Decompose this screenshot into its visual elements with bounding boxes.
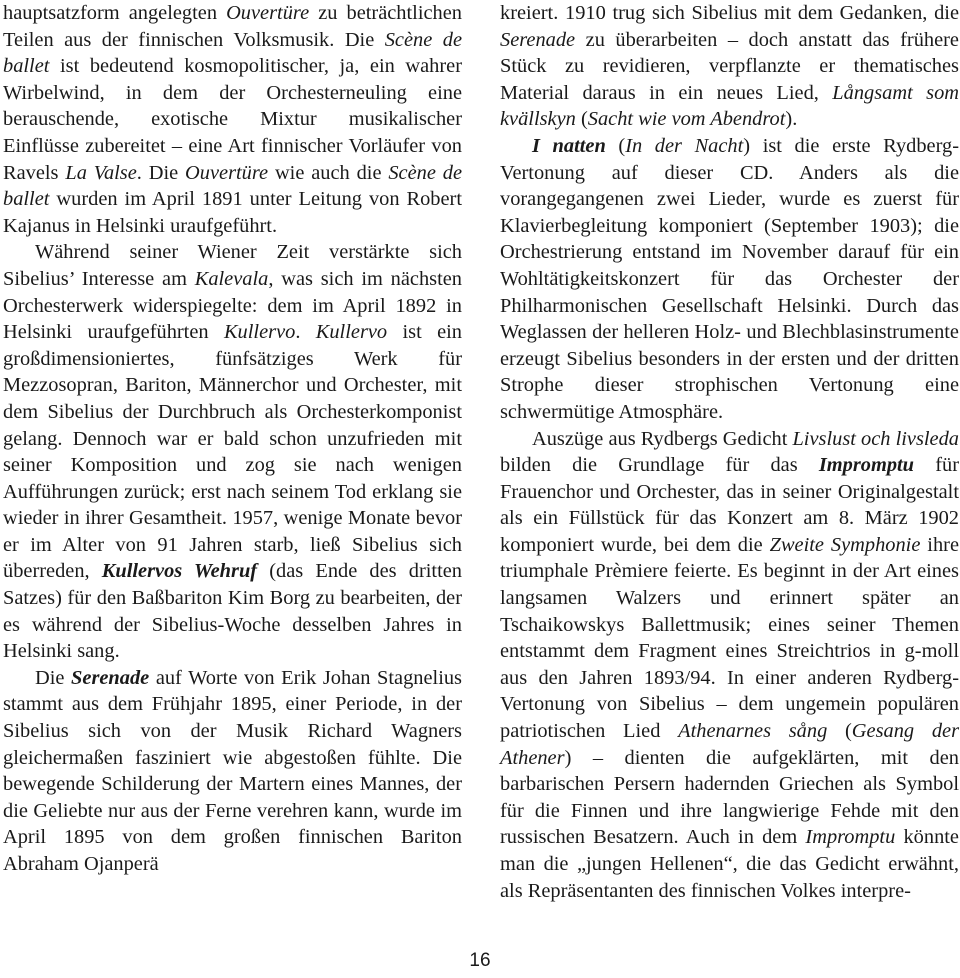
page-number: 16 xyxy=(469,950,491,971)
italic-title: La Valse xyxy=(65,161,137,184)
italic-title: Scène de ballet xyxy=(3,161,462,211)
italic-title: Kullervo xyxy=(315,321,388,344)
text-run: wie auch die xyxy=(268,161,389,184)
italic-title: Zweite Symphonie xyxy=(769,533,921,556)
text-run: . xyxy=(295,321,316,344)
text-run: zu überarbeiten – doch anstatt das frühere Stück zu revidieren, verpflanzte er thematisches Material daraus in ein neues Lied, xyxy=(500,28,959,104)
text-run: hauptsatzform angelegten xyxy=(3,2,227,24)
text-run: ). xyxy=(785,108,798,131)
text-run: kreiert. 1910 trug sich Sibelius mit dem Gedanken, die xyxy=(500,2,959,24)
paragraph-overture xyxy=(3,0,462,239)
text-run: für Frauenchor und Orchester, das in seiner Originalgestalt als ein Füllstück für das Konzert am 8. März 1902 komponiert wurde, bei dem die xyxy=(500,454,959,556)
text-run: ( xyxy=(575,108,588,131)
italic-title: Kalevala xyxy=(194,267,269,290)
text-run: bilden die Grundlage für das xyxy=(500,454,819,477)
italic-title: Ouvertüre xyxy=(226,2,310,24)
text-run: Die xyxy=(35,666,72,689)
italic-title: In der Nacht xyxy=(625,134,744,157)
italic-title: Sacht wie vom Abendrot xyxy=(587,108,786,131)
italic-title: Athenarnes sång xyxy=(678,720,828,743)
italic-title: Serenade xyxy=(500,28,576,51)
text-run: ( xyxy=(827,720,852,743)
text-run: . Die xyxy=(136,161,186,184)
paragraph-serenade xyxy=(3,665,462,878)
text-run: zu beträchtlichen Teilen aus der finnischen Volksmusik. Die xyxy=(3,2,462,51)
italic-title: Impromptu xyxy=(805,826,896,849)
text-run: (das Ende des dritten Satzes) für den Baßbariton Kim Borg zu bearbeiten, der es während der Sibelius-Woche desselben Jahres in Helsinki sang. xyxy=(3,560,462,663)
text-run: könnte man die „jungen Hellenen“, die das Gedicht erwähnt, als Repräsentanten des finnischen Volkes interpre- xyxy=(500,826,959,902)
work-title: I natten xyxy=(532,134,606,157)
work-title: Serenade xyxy=(71,666,150,689)
text-run: ) – dienten die aufgeklärten, mit den barbarischen Persern hadernden Griechen als Symbol für die Finnen und ihre langwierige Fehde mit den russischen Besatzern. Auch in dem xyxy=(500,746,959,849)
text-run: Während seiner Wiener Zeit verstärkte sich Sibelius’ Interesse am xyxy=(3,241,462,290)
italic-title: Gesang der Athener xyxy=(500,720,960,769)
text-run: auf Worte von Erik Johan Stagnelius stammt aus dem Frühjahr 1895, einer Periode, in der Sibelius sich von der Musik Richard Wagners gleichermaßen fasziniert wie abgestoßen fühlte. Die bewegende Schilderung der Martern eines Mannes, der die Geliebte nur aus der Ferne verehren kann, wurde im April 1895 von dem großen finnischen Bariton Abraham Ojanperä xyxy=(3,666,462,875)
work-title: Kullervos Wehruf xyxy=(101,560,258,583)
left-column xyxy=(3,0,462,878)
paragraph-kullervo xyxy=(3,239,462,665)
text-run: ( xyxy=(605,134,626,157)
paragraph-i-natten xyxy=(500,133,959,426)
text-run: Auszüge aus Rydbergs Gedicht xyxy=(532,427,793,450)
text-run: wurden im April 1891 unter Leitung von Robert Kajanus in Helsinki uraufgeführt. xyxy=(3,188,462,237)
paragraph-impromptu xyxy=(500,426,959,905)
text-run: ihre triumphale Prèmiere feierte. Es beginnt in der Art eines langsamen Walzers und erinnert später an Tschaikowskys Ballettmusik; eines seiner Themen entstammt dem Fragment eines Streichtrios in g-moll aus den Jahren 1893/94. In einer anderen Rydberg-Vertonung von Sibelius – dem ungemein populären patriotischen Lied xyxy=(500,533,959,743)
italic-title: Livslust och livsleda xyxy=(792,427,959,450)
text-run: ) ist die erste Rydberg-Vertonung auf dieser CD. Anders als die vorangegangenen zwei Lieder, wurde es zuerst für Klavierbegleitung komponiert (September 1903); die Orchestrierung entstand im November darauf für ein Wohltätigkeitskonzert für das Orchester der Philharmonischen Gesellschaft Helsinki. Durch das Weglassen der helleren Holz- und Blechblasinstrumente erzeugt Sibelius besonders in der ersten und der dritten Strophe dieser strophischen Vertonung eine schwermütige Atmosphäre. xyxy=(500,134,959,423)
paragraph-serenade-continued xyxy=(500,0,959,133)
text-run: , was sich im nächsten Orchesterwerk widerspiegelte: dem im April 1892 in Helsinki uraufgeführten xyxy=(3,267,462,344)
work-title: Impromptu xyxy=(818,454,915,477)
italic-title: Kullervo xyxy=(223,321,296,344)
text-run: ist ein großdimensioniertes, fünfsätziges Werk für Mezzosopran, Bariton, Männerchor und Orchester, mit dem Sibelius der Durchbruch als Orchesterkomponist gelang. Dennoch war er bald schon unzufrieden mit seiner Komposition und zog sie nach wenigen Aufführungen zurück; erst nach seinem Tod erklang sie wieder in ihrer Gesamtheit. 1957, wenige Monate bevor er im Alter von 91 Jahren starb, ließ Sibelius sich überreden, xyxy=(3,321,462,583)
italic-title: Scène de ballet xyxy=(3,28,462,78)
italic-title: Ouvertüre xyxy=(185,161,269,184)
italic-title: Långsamt som kvällskyn xyxy=(500,81,959,131)
text-run: ist bedeutend kosmopolitischer, ja, ein wahrer Wirbelwind, in dem der Orchesterneuling eine berauschende, exotische Mixtur musikalischer Einflüsse zubereitet – eine Art finnischer Vorläufer von Ravels xyxy=(3,55,462,184)
right-column xyxy=(500,0,959,904)
